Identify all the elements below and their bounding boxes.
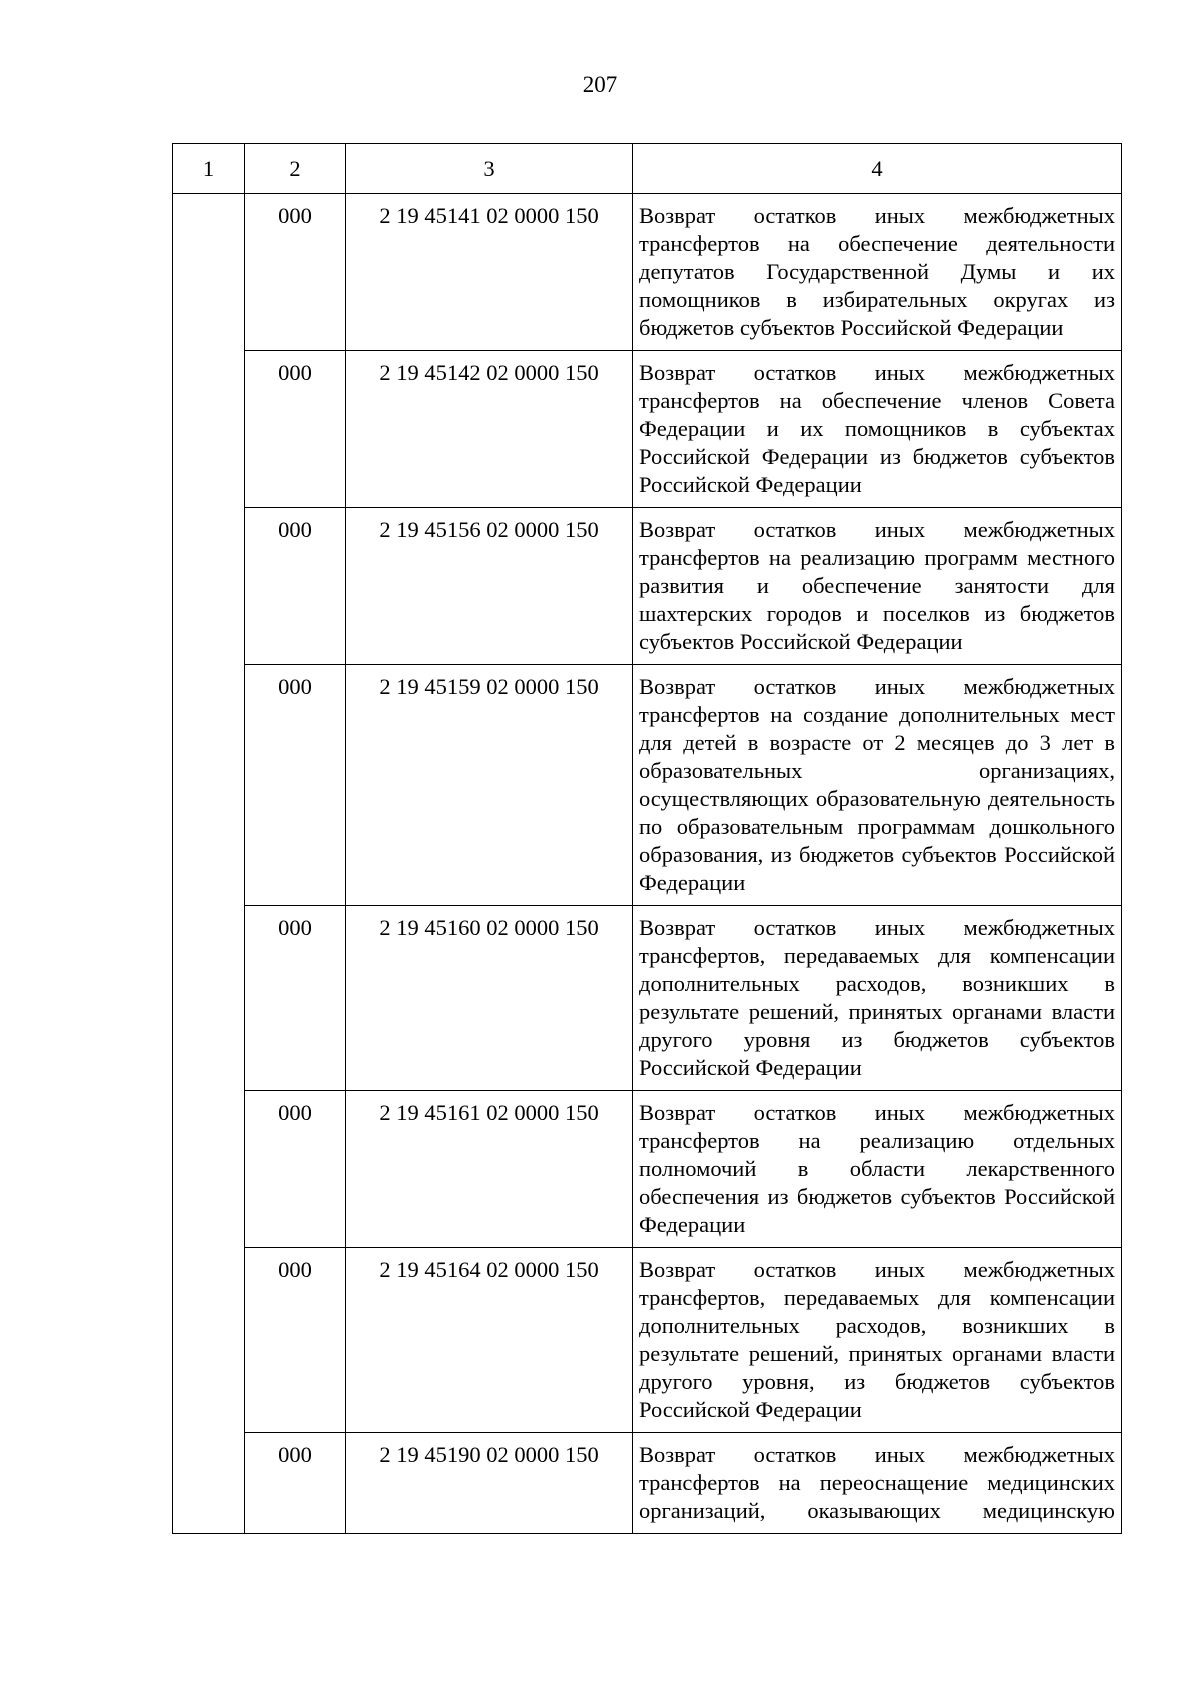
admin-code-cell: 000 <box>245 665 346 906</box>
table-row <box>173 1248 1122 1433</box>
budget-code-cell: 2 19 45164 02 0000 150 <box>346 1248 633 1433</box>
budget-code-cell: 2 19 45142 02 0000 150 <box>346 351 633 508</box>
admin-code-cell: 000 <box>245 1433 346 1534</box>
header-col-2: 2 <box>245 144 346 194</box>
budget-code-cell: 2 19 45159 02 0000 150 <box>346 665 633 906</box>
table-row <box>173 351 1122 508</box>
budget-code-cell: 2 19 45190 02 0000 150 <box>346 1433 633 1534</box>
budget-code-cell: 2 19 45161 02 0000 150 <box>346 1091 633 1248</box>
description-cell: Возврат остатков иных межбюджетных трансфертов на реализацию программ местного развития и обеспечение занятости для шахтерских городов и поселков из бюджетов субъектов Российской Федерации <box>633 508 1122 665</box>
admin-code-cell: 000 <box>245 508 346 665</box>
admin-code-cell: 000 <box>245 194 346 351</box>
table-row <box>173 665 1122 906</box>
header-col-1: 1 <box>173 144 245 194</box>
table-row <box>173 1433 1122 1534</box>
page-number: 207 <box>582 72 618 97</box>
description-cell: Возврат остатков иных межбюджетных трансфертов на реализацию отдельных полномочий в области лекарственного обеспечения из бюджетов субъектов Российской Федерации <box>633 1091 1122 1248</box>
empty-column-1-cell <box>173 194 245 1534</box>
description-cell: Возврат остатков иных межбюджетных трансфертов, передаваемых для компенсации дополнительных расходов, возникших в результате решений, принятых органами власти другого уровня из бюджетов субъектов Российской Федерации <box>633 906 1122 1091</box>
budget-codes-table <box>172 143 1122 1534</box>
budget-code-cell: 2 19 45156 02 0000 150 <box>346 508 633 665</box>
table-row <box>173 906 1122 1091</box>
table-header-row <box>173 144 1122 194</box>
admin-code-cell: 000 <box>245 351 346 508</box>
admin-code-cell: 000 <box>245 1248 346 1433</box>
description-cell: Возврат остатков иных межбюджетных трансфертов на создание дополнительных мест для детей в возрасте от 2 месяцев до 3 лет в образовательных организациях, осуществляющих образовательную деятельность по образовательным программам дошкольного образования, из бюджетов субъектов Российской Федерации <box>633 665 1122 906</box>
description-cell: Возврат остатков иных межбюджетных трансфертов, передаваемых для компенсации дополнительных расходов, возникших в результате решений, принятых органами власти другого уровня, из бюджетов субъектов Российской Федерации <box>633 1248 1122 1433</box>
admin-code-cell: 000 <box>245 1091 346 1248</box>
table-row <box>173 508 1122 665</box>
table-row <box>173 1091 1122 1248</box>
budget-code-cell: 2 19 45141 02 0000 150 <box>346 194 633 351</box>
header-col-4: 4 <box>633 144 1122 194</box>
header-col-3: 3 <box>346 144 633 194</box>
admin-code-cell: 000 <box>245 906 346 1091</box>
description-cell: Возврат остатков иных межбюджетных трансфертов на переоснащение медицинских организаций, оказывающих медицинскую <box>633 1433 1122 1534</box>
table-row <box>173 194 1122 351</box>
budget-code-cell: 2 19 45160 02 0000 150 <box>346 906 633 1091</box>
description-cell: Возврат остатков иных межбюджетных трансфертов на обеспечение членов Совета Федерации и их помощников в субъектах Российской Федерации из бюджетов субъектов Российской Федерации <box>633 351 1122 508</box>
description-cell: Возврат остатков иных межбюджетных трансфертов на обеспечение деятельности депутатов Государственной Думы и их помощников в избирательных округах из бюджетов субъектов Российской Федерации <box>633 194 1122 351</box>
